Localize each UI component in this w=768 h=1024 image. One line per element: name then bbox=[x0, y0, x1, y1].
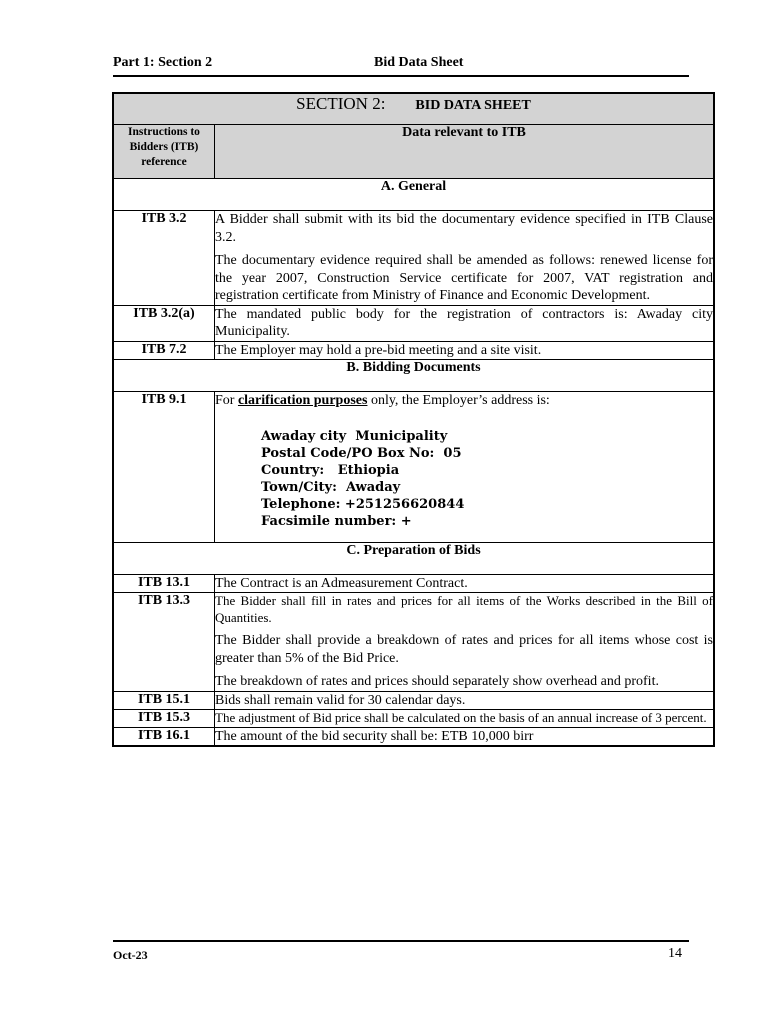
table-row bbox=[114, 392, 714, 543]
itb-data bbox=[215, 574, 714, 593]
paragraph: The mandated public body for the registration of contractors is: Awaday city Municipality. bbox=[215, 306, 713, 339]
address-line: Postal Code/PO Box No: 05 bbox=[261, 445, 462, 461]
itb-ref: ITB 13.3 bbox=[114, 593, 215, 692]
column-header-data: Data relevant to ITB bbox=[215, 125, 714, 179]
table-row bbox=[114, 305, 714, 341]
paragraph: The Contract is an Admeasurement Contract. bbox=[215, 575, 468, 591]
column-header-ref: Instructions to Bidders (ITB) reference bbox=[114, 125, 215, 179]
employer-address bbox=[261, 428, 713, 530]
section-row bbox=[114, 179, 714, 211]
paragraph: The Bidder shall provide a breakdown of rates and prices for all items whose cost is greater than 5% of the Bid Price. bbox=[215, 633, 713, 666]
header-section-label: Part 1: Section 2 bbox=[113, 55, 213, 70]
itb-ref: ITB 15.3 bbox=[114, 710, 215, 728]
itb-data bbox=[215, 710, 714, 728]
section-row bbox=[114, 360, 714, 392]
text-span: only, the Employer’s address is: bbox=[367, 393, 550, 408]
itb-ref: ITB 3.2(a) bbox=[114, 305, 215, 341]
bid-data-sheet-table bbox=[113, 93, 714, 746]
itb-data bbox=[215, 341, 714, 360]
address-line: Telephone: +251256620844 bbox=[261, 496, 465, 512]
itb-data bbox=[215, 305, 714, 341]
paragraph: The adjustment of Bid price shall be calculated on the basis of an annual increase of 3 percent. bbox=[215, 710, 707, 725]
table-row bbox=[114, 727, 714, 746]
paragraph: A Bidder shall submit with its bid the documentary evidence specified in ITB Clause 3.2. bbox=[215, 212, 713, 245]
itb-data bbox=[215, 211, 714, 306]
itb-ref: ITB 3.2 bbox=[114, 211, 215, 306]
section-heading-preparation: C. Preparation of Bids bbox=[114, 542, 714, 574]
address-line: Town/City: Awaday bbox=[261, 479, 401, 495]
section-heading-general: A. General bbox=[114, 179, 714, 211]
paragraph: The breakdown of rates and prices should separately show overhead and profit. bbox=[215, 674, 659, 689]
paragraph: The documentary evidence required shall be amended as follows: renewed license for the year 2007, Construction Service certificate for 2007, VAT registration and registration certificate from Ministry of Finance and Economic Development. bbox=[215, 253, 713, 303]
table-row bbox=[114, 593, 714, 692]
section-row bbox=[114, 542, 714, 574]
itb-ref: ITB 9.1 bbox=[114, 392, 215, 543]
table-row bbox=[114, 341, 714, 360]
table-title bbox=[114, 94, 714, 125]
page-header bbox=[113, 55, 689, 77]
itb-ref: ITB 16.1 bbox=[114, 727, 215, 746]
title-prefix: SECTION 2: bbox=[296, 94, 386, 113]
paragraph: Bids shall remain valid for 30 calendar days. bbox=[215, 692, 466, 708]
table-row bbox=[114, 211, 714, 306]
itb-data bbox=[215, 691, 714, 710]
column-header-row bbox=[114, 125, 714, 179]
page-number: 14 bbox=[668, 946, 682, 961]
paragraph: The Employer may hold a pre-bid meeting and a site visit. bbox=[215, 342, 542, 358]
address-line: Country: Ethiopia bbox=[261, 462, 400, 478]
itb-data bbox=[215, 392, 714, 543]
itb-ref: ITB 7.2 bbox=[114, 341, 215, 360]
footer-date: Oct-23 bbox=[113, 948, 148, 962]
header-title: Bid Data Sheet bbox=[374, 55, 464, 70]
page-footer bbox=[113, 940, 689, 962]
paragraph bbox=[215, 392, 713, 410]
paragraph: The Bidder shall fill in rates and prices for all items of the Works described in the Bill of Quantities. bbox=[215, 593, 713, 625]
itb-data bbox=[215, 593, 714, 692]
table-row bbox=[114, 691, 714, 710]
itb-ref: ITB 13.1 bbox=[114, 574, 215, 593]
paragraph: The amount of the bid security shall be: ETB 10,000 birr bbox=[215, 728, 534, 744]
table-title-row bbox=[114, 94, 714, 125]
itb-ref: ITB 15.1 bbox=[114, 691, 215, 710]
title-main: BID DATA SHEET bbox=[415, 98, 531, 113]
table-row bbox=[114, 574, 714, 593]
address-line: Awaday city Municipality bbox=[261, 428, 448, 444]
table-row bbox=[114, 710, 714, 728]
itb-data bbox=[215, 727, 714, 746]
underlined-text: clarification purposes bbox=[237, 393, 368, 408]
address-line: Facsimile number: + bbox=[261, 513, 412, 529]
section-heading-bidding-documents: B. Bidding Documents bbox=[114, 360, 714, 392]
text-span: For bbox=[215, 393, 238, 408]
